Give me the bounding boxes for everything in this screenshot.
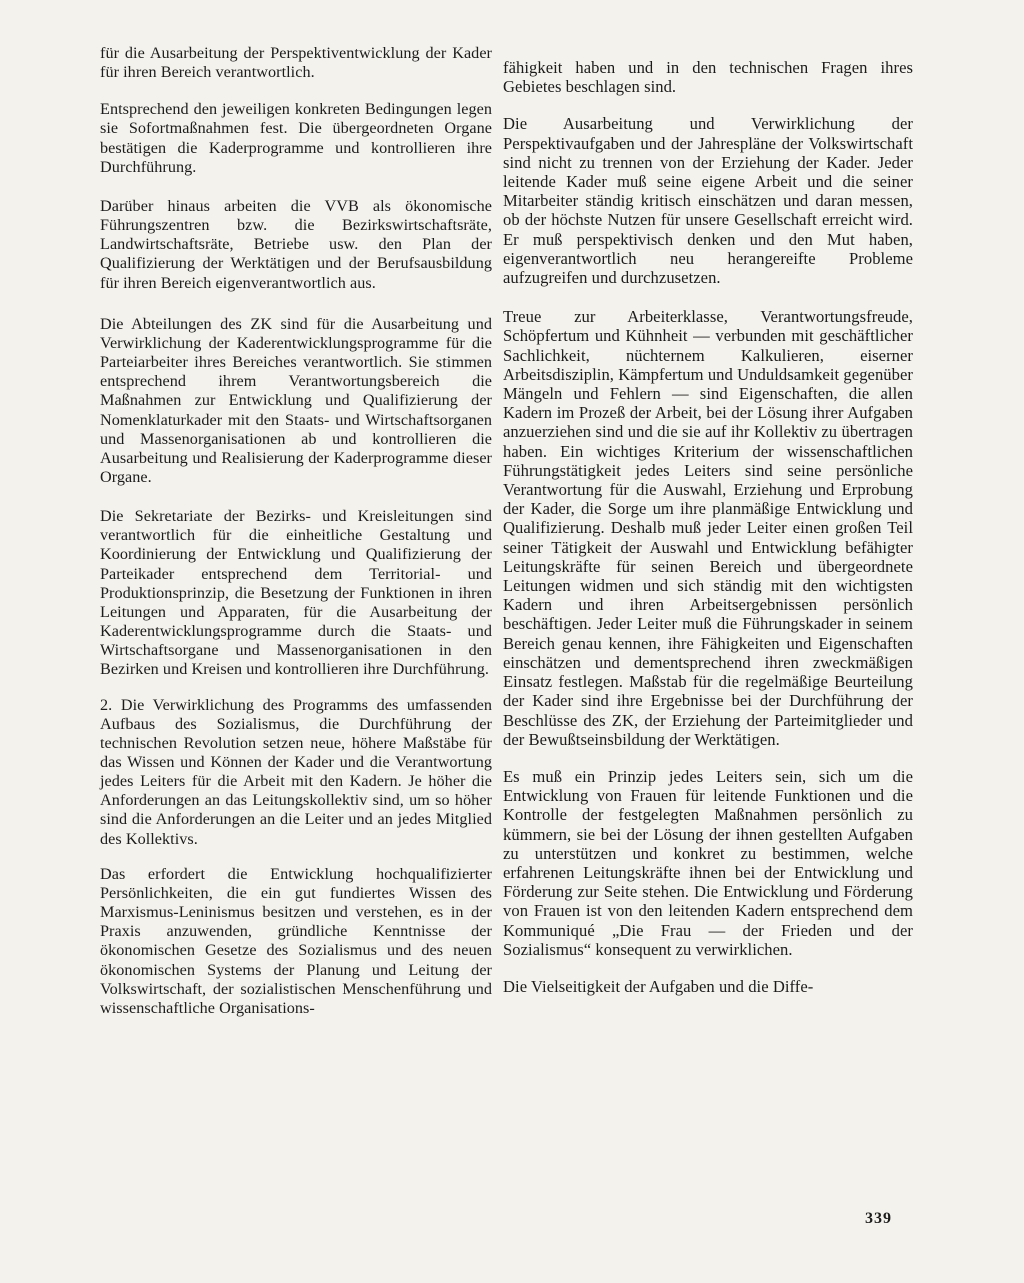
left-column: [100, 44, 492, 1042]
paragraph: Die Abteilungen des ZK sind für die Ausarbeitung und Verwirklichung der Kaderentwicklungsprogramme für die Parteiarbeiter ihres Bereiches verantwortlich. Sie stimmen entsprechend ihrem Verantwortungsbereich die Maßnahmen zur Entwicklung und Qualifizierung der Nomenklaturkader mit den Staats- und Wirtschaftsorganen und Massenorganisationen ab und kontrollieren die Ausarbeitung und Realisierung der Kaderprogramme dieser Organe.: [100, 314, 492, 486]
paragraph: Darüber hinaus arbeiten die VVB als ökonomische Führungszentren bzw. die Bezirkswirtschaftsräte, Landwirtschaftsräte, Betriebe usw. den Plan der Qualifizierung der Werktätigen und der Berufsausbildung für ihren Bereich eigenverantwortlich aus.: [100, 196, 492, 292]
paragraph: 2. Die Verwirklichung des Programms des umfassenden Aufbaus des Sozialismus, die Durchführung der technischen Revolution setzen neue, höhere Maßstäbe für das Wissen und Können der Kader und die Verantwortung jedes Leiters für die Arbeit mit den Kadern. Je höher die Anforderungen an das Leitungskollektiv sind, um so höher sind die Anforderungen an die Leiter und an jedes Mitglied des Kollektivs.: [100, 695, 492, 848]
right-column: [503, 58, 913, 1020]
paragraph: Die Ausarbeitung und Verwirklichung der Perspektivaufgaben und der Jahrespläne der Volkswirtschaft sind nicht zu trennen von der Erziehung der Kader. Jeder leitende Kader muß seine eigene Arbeit und die seiner Mitarbeiter ständig kritisch einschätzen und daran messen, ob der höchste Nutzen für unsere Gesellschaft erreicht wird. Er muß perspektivisch denken und den Mut haben, eigenverantwortlich neu herangereifte Probleme aufzugreifen und durchzusetzen.: [503, 114, 913, 288]
paragraph: Entsprechend den jeweiligen konkreten Bedingungen legen sie Sofortmaßnahmen fest. Die übergeordneten Organe bestätigen die Kaderprogramme und kontrollieren ihre Durchführung.: [100, 100, 492, 176]
paragraph: Es muß ein Prinzip jedes Leiters sein, sich um die Entwicklung von Frauen für leitende Funktionen und die Kontrolle der festgelegten Maßnahmen persönlich zu kümmern, sie bei der Lösung der ihnen gestellten Aufgaben zu unterstützen und konkret zu bestimmen, welche erfahrenen Leitungskräfte ihnen bei der Entwicklung und Förderung zur Seite stehen. Die Entwicklung und Förderung von Frauen ist von den leitenden Kadern entsprechend dem Kommuniqué „Die Frau — der Frieden und der Sozialismus“ konsequent zu verwirklichen.: [503, 766, 913, 959]
paragraph: Die Sekretariate der Bezirks- und Kreisleitungen sind verantwortlich für die einheitliche Gestaltung und Koordinierung der Entwicklung und Qualifizierung der Parteikader entsprechend dem Territorial- und Produktionsprinzip, die Besetzung der Funktionen in ihren Leitungen und Apparaten, für die Ausarbeitung der Kaderentwicklungsprogramme durch die Staats- und Wirtschaftsorgane und Massenorganisationen in den Bezirken und Kreisen und kontrollieren ihre Durchführung.: [100, 507, 492, 679]
paragraph: für die Ausarbeitung der Perspektiventwicklung der Kader für ihren Bereich verantwortlich.: [100, 44, 492, 82]
page-number: 339: [865, 1210, 892, 1227]
paragraph: Treue zur Arbeiterklasse, Verantwortungsfreude, Schöpfertum und Kühnheit — verbunden mit geschäftlicher Sachlichkeit, nüchternem Kalkulieren, eiserner Arbeitsdisziplin, Kämpfertum und Unduldsamkeit gegenüber Mängeln und Fehlern — sind Eigenschaften, die allen Kadern im Prozeß der Arbeit, bei der Lösung ihrer Aufgaben anzuerziehen sind und die sie auf ihr Kollektiv zu übertragen haben. Ein wichtiges Kriterium der wissenschaftlichen Führungstätigkeit jedes Leiters sind seine persönliche Verantwortung für die Auswahl, Erziehung und Erprobung der Kader, die Sorge um ihre planmäßige Entwicklung und Qualifizierung. Deshalb muß jeder Leiter einen großen Teil seiner Tätigkeit der Auswahl und Entwicklung befähigter Leitungskräfte für seinen Bereich und übergeordnete Leitungen widmen und sich ständig mit den wichtigsten Kadern und ihren Arbeitsergebnissen persönlich beschäftigen. Jeder Leiter muß die Führungskader in seinem Bereich genau kennen, ihre Fähigkeiten und Eigenschaften einschätzen und dementsprechend ihren zweckmäßigen Einsatz festlegen. Maßstab für die regelmäßige Beurteilung der Kader sind ihre Ergebnisse bei der Durchführung der Beschlüsse des ZK, der Erziehung der Parteimitglieder und der Bewußtseinsbildung der Werktätigen.: [503, 307, 913, 749]
paragraph: Die Vielseitigkeit der Aufgaben und die Diffe-: [503, 976, 814, 996]
paragraph: fähigkeit haben und in den technischen Fragen ihres Gebietes beschlagen sind.: [503, 58, 913, 97]
paragraph: Das erfordert die Entwicklung hochqualifizierter Persönlichkeiten, die ein gut fundiertes Wissen des Marxismus-Leninismus besitzen und verstehen, es in der Praxis anzuwenden, gründliche Kenntnisse der ökonomischen Gesetze des Sozialismus und des neuen ökonomischen Systems der Planung und Leitung der Volkswirtschaft, der sozialistischen Menschenführung und wissenschaftliche Organisations-: [100, 864, 492, 1017]
